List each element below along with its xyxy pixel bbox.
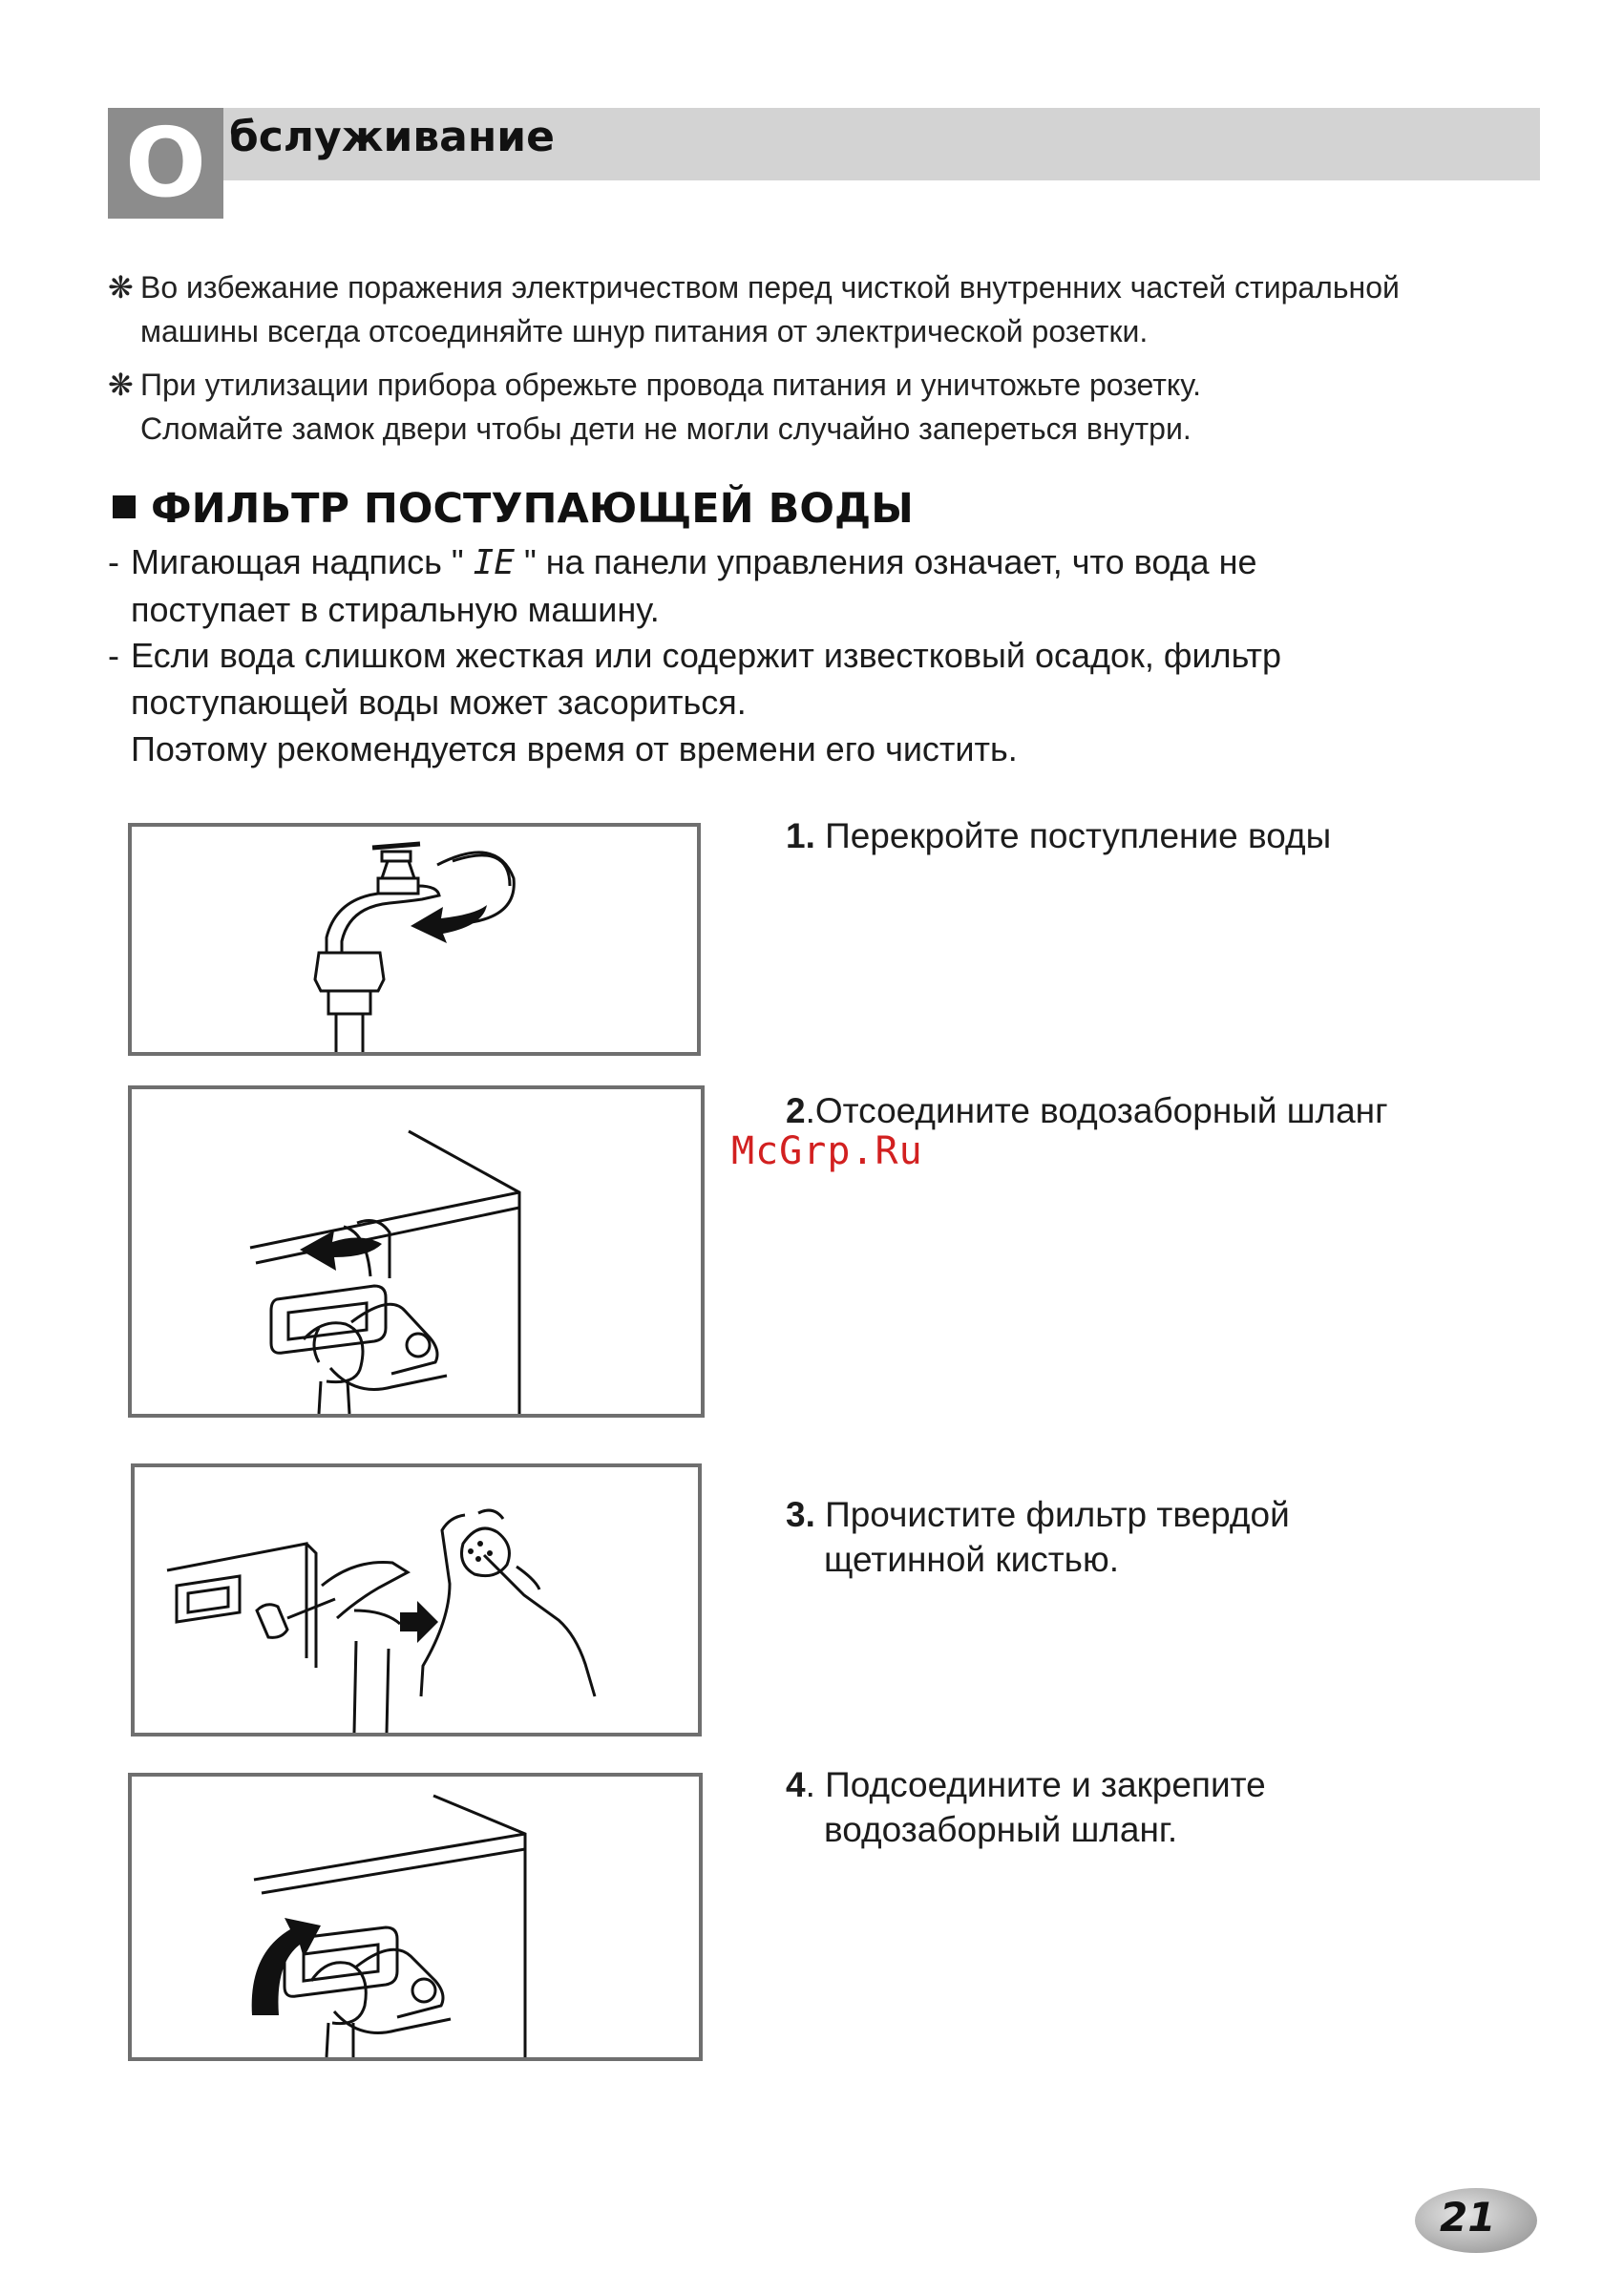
- paragraph-text: поступает в стиральную машину.: [131, 590, 660, 629]
- square-bullet-icon: [113, 495, 136, 518]
- step-2: [786, 1088, 1530, 1133]
- step-text: . Подсоедините и закрепите: [805, 1765, 1266, 1804]
- step-text: Перекройте поступление воды: [814, 816, 1332, 855]
- figure-close-tap: [128, 823, 701, 1056]
- paragraph-text: " на панели управления означает, что вода не: [524, 542, 1257, 581]
- step-text: щетинной кистью.: [824, 1540, 1119, 1579]
- header-initial-letter: О: [108, 108, 223, 219]
- figure-clean-filter: [131, 1463, 702, 1736]
- safety-note-1: [108, 265, 1502, 353]
- paragraph-text: Если вода слишком жесткая или содержит известковый осадок, фильтр: [131, 636, 1282, 675]
- step-number: 2: [786, 1091, 806, 1130]
- reconnect-hose-illustration: [132, 1777, 699, 2057]
- dash-bullet: -: [108, 636, 119, 675]
- step-number: 4: [786, 1765, 806, 1804]
- figure-reconnect-hose: [128, 1773, 703, 2061]
- tap-illustration: [132, 827, 697, 1052]
- note-text: Сломайте замок двери чтобы дети не могли случайно запереться внутри.: [140, 411, 1192, 446]
- note-star-icon: ❋: [108, 270, 134, 305]
- paragraph-hard-water: [108, 632, 1511, 772]
- step-3: [786, 1492, 1530, 1582]
- step-1: [786, 813, 1530, 858]
- disconnect-hose-illustration: [132, 1089, 701, 1414]
- watermark: McGrp.Ru: [731, 1129, 923, 1173]
- page-title: бслуживание: [229, 113, 555, 161]
- dash-bullet: -: [108, 542, 119, 581]
- note-text: Во избежание поражения электричеством перед чисткой внутренних частей стиральной: [140, 270, 1400, 305]
- paragraph-text: Мигающая надпись ": [131, 542, 464, 581]
- section-heading-text: ФИЛЬТР ПОСТУПАЮЩЕЙ ВОДЫ: [151, 485, 914, 533]
- page-number: 21: [1440, 2194, 1496, 2241]
- paragraph-text: поступающей воды может засориться.: [131, 683, 747, 722]
- step-text: водозаборный шланг.: [824, 1810, 1178, 1849]
- step-number: 1.: [786, 816, 815, 855]
- safety-note-2: [108, 363, 1502, 451]
- page-number-badge: [1411, 2180, 1545, 2261]
- note-star-icon: ❋: [108, 368, 134, 402]
- clean-filter-illustration: [135, 1467, 698, 1733]
- section-heading: [113, 485, 914, 533]
- step-text: Прочистите фильтр твердой: [814, 1495, 1290, 1534]
- step-text: .Отсоедините водозаборный шланг: [805, 1091, 1388, 1130]
- paragraph-error-code: [108, 538, 1511, 633]
- note-text: При утилизации прибора обрежьте провода питания и уничтожьте розетку.: [140, 368, 1201, 402]
- paragraph-text: Поэтому рекомендуется время от времени его чистить.: [131, 729, 1018, 768]
- note-text: машины всегда отсоединяйте шнур питания от электрической розетки.: [140, 314, 1149, 348]
- ie-error-code: IE: [473, 543, 516, 582]
- step-number: 3.: [786, 1495, 815, 1534]
- step-4: [786, 1762, 1530, 1852]
- figure-disconnect-hose: [128, 1085, 705, 1418]
